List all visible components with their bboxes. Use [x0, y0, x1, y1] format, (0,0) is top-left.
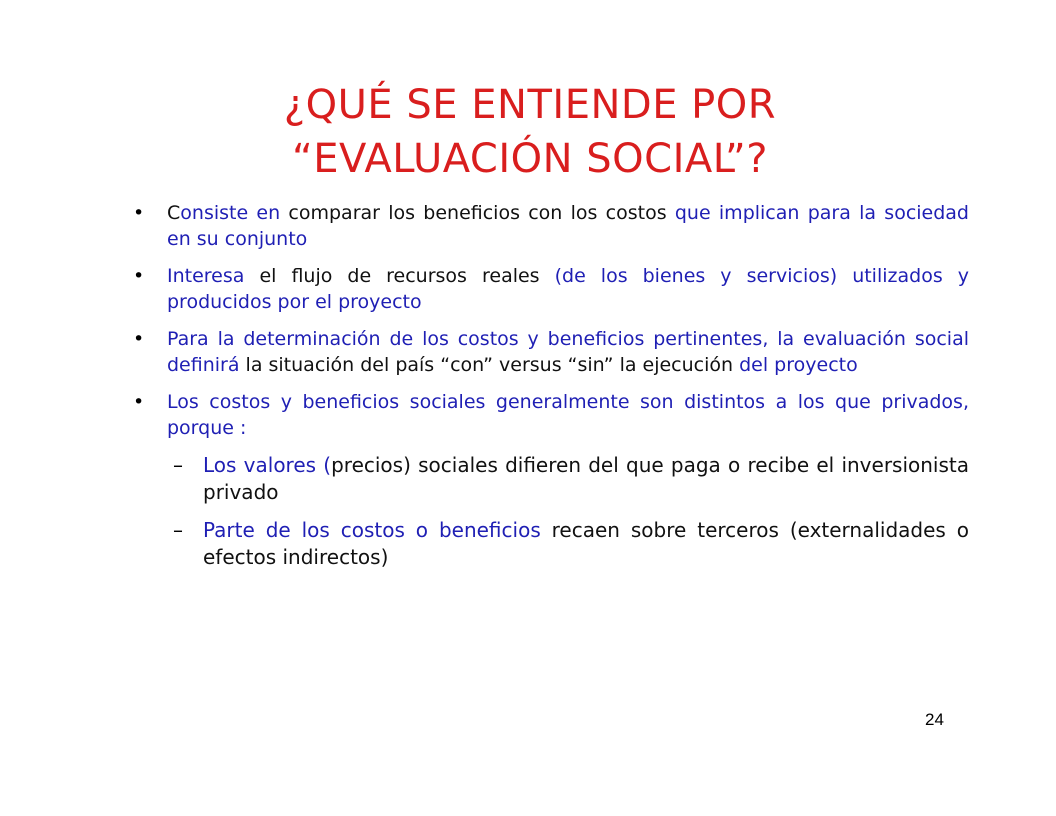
- bullet-3-part-3: del proyecto: [739, 354, 858, 376]
- bullet-marker: •: [133, 202, 145, 224]
- bullet-item-2: [133, 263, 969, 315]
- dash-marker: –: [173, 453, 183, 477]
- bullet-2-part-3: (de los bienes y servicios) utilizados y producidos por el proyecto: [167, 265, 969, 313]
- bullet-list: [133, 200, 969, 582]
- bullet-4-text: Los costos y beneficios sociales generalmente son distintos a los que privados, porque :: [167, 391, 969, 439]
- bullet-2-part-2: el flujo de recursos reales: [244, 265, 555, 287]
- slide-title-line-2: “EVALUACIÓN SOCIAL”?: [292, 136, 768, 182]
- slide-title-line-1: ¿QUÉ SE ENTIENDE POR: [283, 82, 777, 128]
- bullet-marker: •: [133, 391, 145, 413]
- dash-marker: –: [173, 518, 183, 542]
- slide-title: [150, 78, 910, 186]
- bullet-1-part-3: comparar los beneficios con los costos: [280, 202, 675, 224]
- bullet-item-1: [133, 200, 969, 252]
- bullet-1-part-1: C: [167, 202, 181, 224]
- bullet-2-part-1: Interesa: [167, 265, 245, 287]
- bullet-marker: •: [133, 265, 145, 287]
- page-number: 24: [925, 710, 944, 729]
- sub-2-part-2: recaen sobre terceros (externalidades o efectos indirectos): [203, 518, 969, 569]
- bullet-1-part-2: onsiste en: [180, 202, 281, 224]
- bullet-1-part-4: que implican para la sociedad en su conjunto: [167, 202, 969, 250]
- sub-2-part-1: Parte de los costos o beneficios: [203, 518, 541, 542]
- sub-item-2: [133, 517, 969, 571]
- bullet-marker: •: [133, 328, 145, 350]
- sub-1-part-2: precios) sociales difieren del que paga o recibe el inversionista privado: [203, 453, 969, 504]
- bullet-3-part-2: la situación del país “con” versus “sin” la ejecución: [239, 354, 740, 376]
- sub-1-part-1: Los valores (: [203, 453, 332, 477]
- bullet-item-3: [133, 326, 969, 378]
- sub-item-1: [133, 452, 969, 506]
- bullet-item-4: [133, 389, 969, 441]
- bullet-3-part-1: Para la determinación de los costos y beneficios pertinentes, la evaluación social definirá: [167, 328, 969, 376]
